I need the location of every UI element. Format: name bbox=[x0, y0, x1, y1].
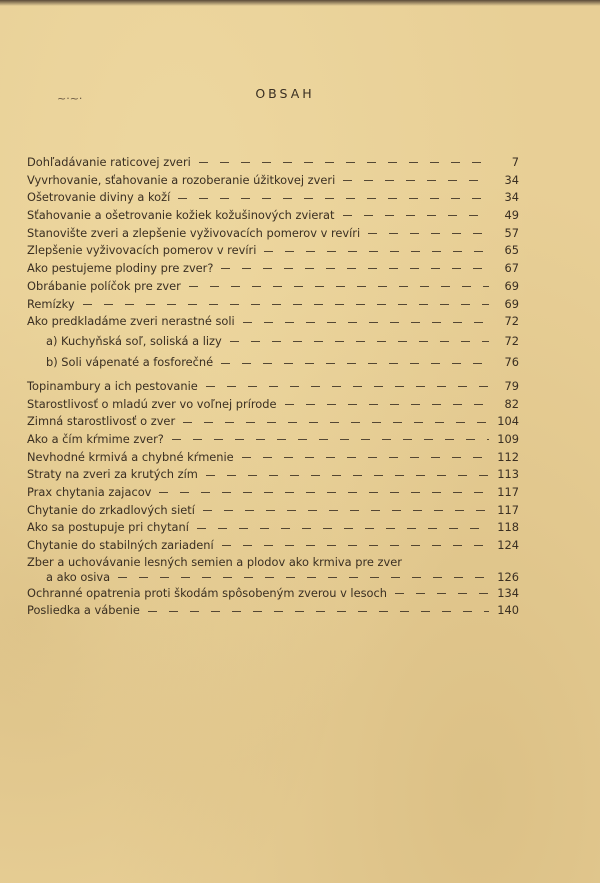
toc-page-number: 124 bbox=[497, 538, 519, 553]
toc-page-number: 134 bbox=[497, 585, 519, 600]
toc-entry-label: Prax chytania zajacov bbox=[27, 485, 152, 499]
toc-page-number: 126 bbox=[497, 569, 519, 584]
toc-entry-label: Ako sa postupuje pri chytaní bbox=[27, 520, 189, 535]
toc-entry bbox=[27, 154, 519, 172]
dash-leader bbox=[243, 322, 489, 323]
dash-leader bbox=[189, 286, 489, 287]
dash-leader bbox=[285, 404, 489, 405]
toc-page-number: 67 bbox=[504, 261, 519, 276]
toc-page-number: 76 bbox=[504, 355, 519, 370]
toc-page-number: 112 bbox=[497, 449, 519, 464]
toc-entry bbox=[27, 313, 519, 331]
toc-entry bbox=[27, 449, 519, 467]
toc-page-number: 113 bbox=[497, 467, 519, 482]
toc-entry bbox=[27, 296, 519, 314]
dash-leader bbox=[197, 528, 489, 529]
toc-entry-label: a) Kuchyňská soľ, soliská a lizy bbox=[46, 333, 222, 348]
toc-page-number: 117 bbox=[497, 502, 519, 517]
toc-entry-label: Ako a čím kŕmime zver? bbox=[27, 431, 164, 446]
toc-entry-label: Starostlivosť o mladú zver vo voľnej prírode bbox=[27, 396, 277, 411]
dash-leader bbox=[118, 577, 489, 578]
toc-page-number: 104 bbox=[497, 414, 519, 429]
toc-entry-label: Stanovište zveri a zlepšenie vyživovacích pomerov v revíri bbox=[27, 225, 361, 240]
dash-leader bbox=[222, 545, 489, 546]
toc-entry bbox=[27, 260, 519, 278]
toc-entry-label: Obrábanie políčok pre zver bbox=[27, 278, 181, 293]
dash-leader bbox=[148, 611, 489, 612]
toc-page-number: 7 bbox=[511, 155, 519, 169]
toc-entry-label: Straty na zveri za krutých zím bbox=[27, 467, 198, 482]
toc-entry-label: Posliedka a vábenie bbox=[27, 603, 140, 618]
corner-mark: ~·~· bbox=[57, 92, 83, 105]
toc-entry-label: Ako predkladáme zveri nerastné soli bbox=[27, 314, 235, 329]
toc-entry bbox=[27, 172, 519, 190]
page-top-edge bbox=[0, 0, 600, 6]
toc-page-number: 140 bbox=[497, 603, 519, 618]
dash-leader bbox=[183, 422, 489, 423]
dash-leader bbox=[221, 268, 489, 269]
dash-leader bbox=[203, 510, 489, 511]
toc-subentry bbox=[27, 352, 519, 374]
toc-entry-label: Nevhodné krmivá a chybné kŕmenie bbox=[27, 449, 234, 464]
toc-entry bbox=[27, 225, 519, 243]
dash-leader bbox=[83, 304, 489, 305]
toc-page-number: 69 bbox=[504, 278, 519, 293]
toc-page-number: 65 bbox=[504, 243, 519, 258]
toc-entry-label: b) Soli vápenaté a fosforečné bbox=[46, 355, 214, 370]
toc-entry bbox=[27, 585, 519, 603]
toc-page-number: 72 bbox=[504, 314, 519, 329]
toc-entry bbox=[27, 484, 519, 502]
toc-subentry bbox=[27, 331, 519, 353]
toc-page-number: 34 bbox=[504, 190, 519, 205]
toc-page-number: 49 bbox=[504, 208, 519, 223]
toc-entry-label-continuation: a ako osiva bbox=[46, 569, 111, 584]
dash-leader bbox=[178, 198, 489, 199]
toc-entry bbox=[27, 431, 519, 449]
toc-page-number: 57 bbox=[504, 225, 519, 240]
toc-entry-label: Topinambury a ich pestovanie bbox=[27, 378, 198, 393]
toc-page-number: 118 bbox=[497, 520, 519, 535]
toc-entry bbox=[27, 466, 519, 484]
toc-entry bbox=[27, 537, 519, 555]
dash-leader bbox=[395, 593, 489, 594]
toc-page-number: 117 bbox=[497, 485, 519, 499]
dash-leader bbox=[242, 457, 489, 458]
toc-entry-label: Sťahovanie a ošetrovanie kožiek kožušinových zvierat bbox=[27, 208, 335, 223]
toc-page-number: 34 bbox=[504, 172, 519, 187]
toc-entry-label: Ako pestujeme plodiny pre zver? bbox=[27, 261, 214, 276]
page-title: OBSAH bbox=[255, 86, 315, 101]
toc-entry-label: Ochranné opatrenia proti škodám spôsobeným zverou v lesoch bbox=[27, 585, 387, 600]
toc-entry bbox=[27, 396, 519, 414]
toc-entry-label: Chytanie do zrkadlových sietí bbox=[27, 502, 195, 517]
toc-entry-label: Zlepšenie vyživovacích pomerov v revíri bbox=[27, 243, 257, 258]
toc-entry-label: Zimná starostlivosť o zver bbox=[27, 414, 176, 429]
toc-entry-label: Vyvrhovanie, sťahovanie a rozoberanie úžitkovej zveri bbox=[27, 172, 336, 187]
toc-page-number: 109 bbox=[497, 431, 519, 446]
toc-entry-label: Dohľadávanie raticovej zveri bbox=[27, 155, 191, 169]
dash-leader bbox=[206, 475, 489, 476]
dash-leader bbox=[172, 439, 489, 440]
toc-entry-label: Remízky bbox=[27, 296, 75, 311]
dash-leader bbox=[343, 180, 489, 181]
toc-page-number: 69 bbox=[504, 296, 519, 311]
dash-leader bbox=[264, 251, 489, 252]
dash-leader bbox=[230, 341, 489, 342]
toc-entry bbox=[27, 242, 519, 260]
toc-page-number: 82 bbox=[504, 396, 519, 411]
toc-entry bbox=[27, 189, 519, 207]
toc-page-number: 72 bbox=[504, 333, 519, 348]
dash-leader bbox=[343, 215, 490, 216]
toc-entry-label: Ošetrovanie diviny a koží bbox=[27, 190, 171, 205]
toc-entry-two-line bbox=[27, 555, 519, 585]
toc-page-number: 79 bbox=[504, 378, 519, 393]
dash-leader bbox=[368, 233, 489, 234]
toc-entry bbox=[27, 378, 519, 396]
dash-leader bbox=[159, 492, 489, 493]
table-of-contents bbox=[27, 154, 519, 620]
dash-leader bbox=[206, 386, 489, 387]
toc-entry bbox=[27, 207, 519, 225]
toc-entry bbox=[27, 502, 519, 520]
toc-entry-label: Chytanie do stabilných zariadení bbox=[27, 538, 214, 553]
toc-entry bbox=[27, 602, 519, 620]
toc-entry bbox=[27, 278, 519, 296]
dash-leader bbox=[221, 363, 489, 364]
toc-entry-label: Zber a uchovávanie lesných semien a plodov ako krmiva pre zver bbox=[27, 554, 402, 569]
toc-entry bbox=[27, 519, 519, 537]
toc-entry bbox=[27, 413, 519, 431]
dash-leader bbox=[199, 162, 489, 163]
